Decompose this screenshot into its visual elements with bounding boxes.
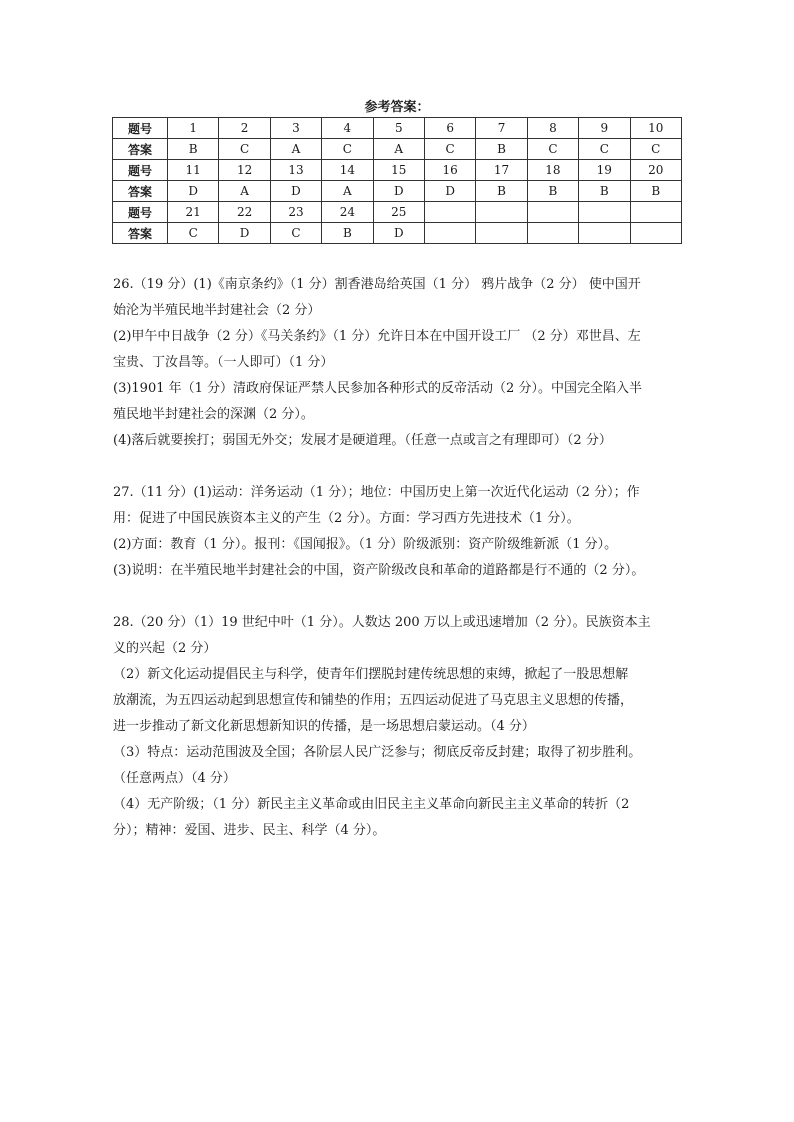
answer-explanations [113,272,683,844]
table-cell: A [373,139,424,160]
table-cell: D [168,181,219,202]
table-cell: 2 [219,118,270,139]
row-label: 题号 [113,160,168,181]
answer-line: （3）特点：运动范围波及全国；各阶层人民广泛参与；彻底反帝反封建；取得了初步胜利。 [113,745,642,760]
answer-line: （2）新文化运动提倡民主与科学，使青年们摆脱封建传统思想的束缚，掀起了一股思想解 [113,667,629,682]
row-label: 答案 [113,139,168,160]
table-cell: 23 [270,202,321,223]
table-cell: C [527,139,578,160]
answer-line: 分）；精神：爱国、进步、民主、科学（4 分）。 [113,823,386,838]
table-row [113,118,682,139]
table-cell: 8 [527,118,578,139]
table-cell: 9 [579,118,630,139]
table-cell: A [322,181,373,202]
answer-line: (2)方面：教育（1 分）。报刊：《国闻报》。（1 分）阶级派别：资产阶级维新派（1 分）。 [113,537,618,552]
table-cell: 10 [630,118,681,139]
row-label: 题号 [113,118,168,139]
answer-line: 放潮流，为五四运动起到思想宣传和铺垫的作用；五四运动促进了马克思主义思想的传播， [113,693,634,708]
table-cell: C [219,139,270,160]
table-cell: 24 [322,202,373,223]
answer-line: 始沦为半殖民地半封建社会（2 分） [113,303,321,318]
table-cell: 19 [579,160,630,181]
table-cell: 4 [322,118,373,139]
table-cell: 3 [270,118,321,139]
table-cell [579,202,630,223]
table-cell: B [630,181,681,202]
page-title: 参考答案： [364,100,430,115]
answer-table-body [113,118,682,244]
row-label: 题号 [113,202,168,223]
section-gap [113,454,683,480]
table-cell: D [373,223,424,244]
answer-line: （任意两点）（4 分） [113,771,236,786]
answer-line: 进一步推动了新文化新思想新知识的传播，是一场思想启蒙运动。（4 分） [113,719,535,734]
answer-table [112,117,682,244]
table-cell: 12 [219,160,270,181]
table-cell [579,223,630,244]
table-row [113,181,682,202]
table-cell [527,223,578,244]
table-cell: B [476,181,527,202]
answer-line: (2)甲午中日战争（2 分）《马关条约》（1 分）允许日本在中国开设工厂 （2 分）邓世昌、左 [113,329,641,344]
table-row [113,160,682,181]
answer-line: (3)1901 年（1 分）清政府保证严禁人民参加各种形式的反帝活动（2 分）。中国完全陷入半 [113,381,642,396]
answer-line: 27.（11 分）(1)运动：洋务运动（1 分）；地位：中国历史上第一次近代化运动（2 分）；作 [113,485,640,500]
answer-line: (3)说明：在半殖民地半封建社会的中国，资产阶级改良和革命的道路都是行不通的（2 分）。 [113,563,645,578]
table-cell: C [579,139,630,160]
table-cell [630,202,681,223]
table-cell [424,202,475,223]
answer-line: 28.（20 分）（1）19 世纪中叶（1 分）。人数达 200 万以上或迅速增加（2 分）。民族资本主 [113,615,651,630]
question-block [113,272,683,454]
question-block [113,610,683,844]
section-gap [113,584,683,610]
answer-line: 用：促进了中国民族资本主义的产生（2 分）。方面：学习西方先进技术（1 分）。 [113,511,580,526]
table-cell: B [476,139,527,160]
question-block [113,480,683,584]
answer-line: 26.（19 分）(1)《南京条约》（1 分）割香港岛给英国（1 分） 鸦片战争（2 分） 使中国开 [113,277,641,292]
table-cell: 5 [373,118,424,139]
table-cell: C [168,223,219,244]
table-cell: 17 [476,160,527,181]
table-cell: A [270,139,321,160]
table-cell: 14 [322,160,373,181]
table-cell: D [424,181,475,202]
answer-line: (4)落后就要挨打；弱国无外交；发展才是硬道理。（任意一点或言之有理即可）（2 分） [113,433,612,448]
table-cell: B [527,181,578,202]
table-cell: 16 [424,160,475,181]
table-cell: 20 [630,160,681,181]
table-row [113,202,682,223]
table-row [113,139,682,160]
table-cell: B [322,223,373,244]
table-cell: 7 [476,118,527,139]
row-label: 答案 [113,181,168,202]
table-cell: D [373,181,424,202]
table-cell: 21 [168,202,219,223]
answer-line: 宝贵、丁汝昌等。（一人即可）（1 分） [113,355,334,370]
table-cell: D [219,223,270,244]
answer-line: 义的兴起（2 分） [113,641,217,656]
table-cell: C [322,139,373,160]
table-cell [630,223,681,244]
table-row [113,223,682,244]
table-cell [527,202,578,223]
table-cell: 15 [373,160,424,181]
table-cell: D [270,181,321,202]
table-cell: 18 [527,160,578,181]
table-cell: 6 [424,118,475,139]
table-cell [424,223,475,244]
table-cell [476,223,527,244]
answer-line: 殖民地半封建社会的深渊（2 分）。 [113,407,314,422]
table-cell: C [270,223,321,244]
table-cell: C [424,139,475,160]
table-cell: 22 [219,202,270,223]
table-cell: B [168,139,219,160]
table-cell: 13 [270,160,321,181]
table-cell [476,202,527,223]
table-cell: 25 [373,202,424,223]
table-cell: 11 [168,160,219,181]
row-label: 答案 [113,223,168,244]
table-cell: B [579,181,630,202]
answer-line: （4）无产阶级；（1 分）新民主主义革命或由旧民主主义革命向新民主主义革命的转折（2 [113,797,630,812]
table-cell: 1 [168,118,219,139]
table-cell: C [630,139,681,160]
table-cell: A [219,181,270,202]
